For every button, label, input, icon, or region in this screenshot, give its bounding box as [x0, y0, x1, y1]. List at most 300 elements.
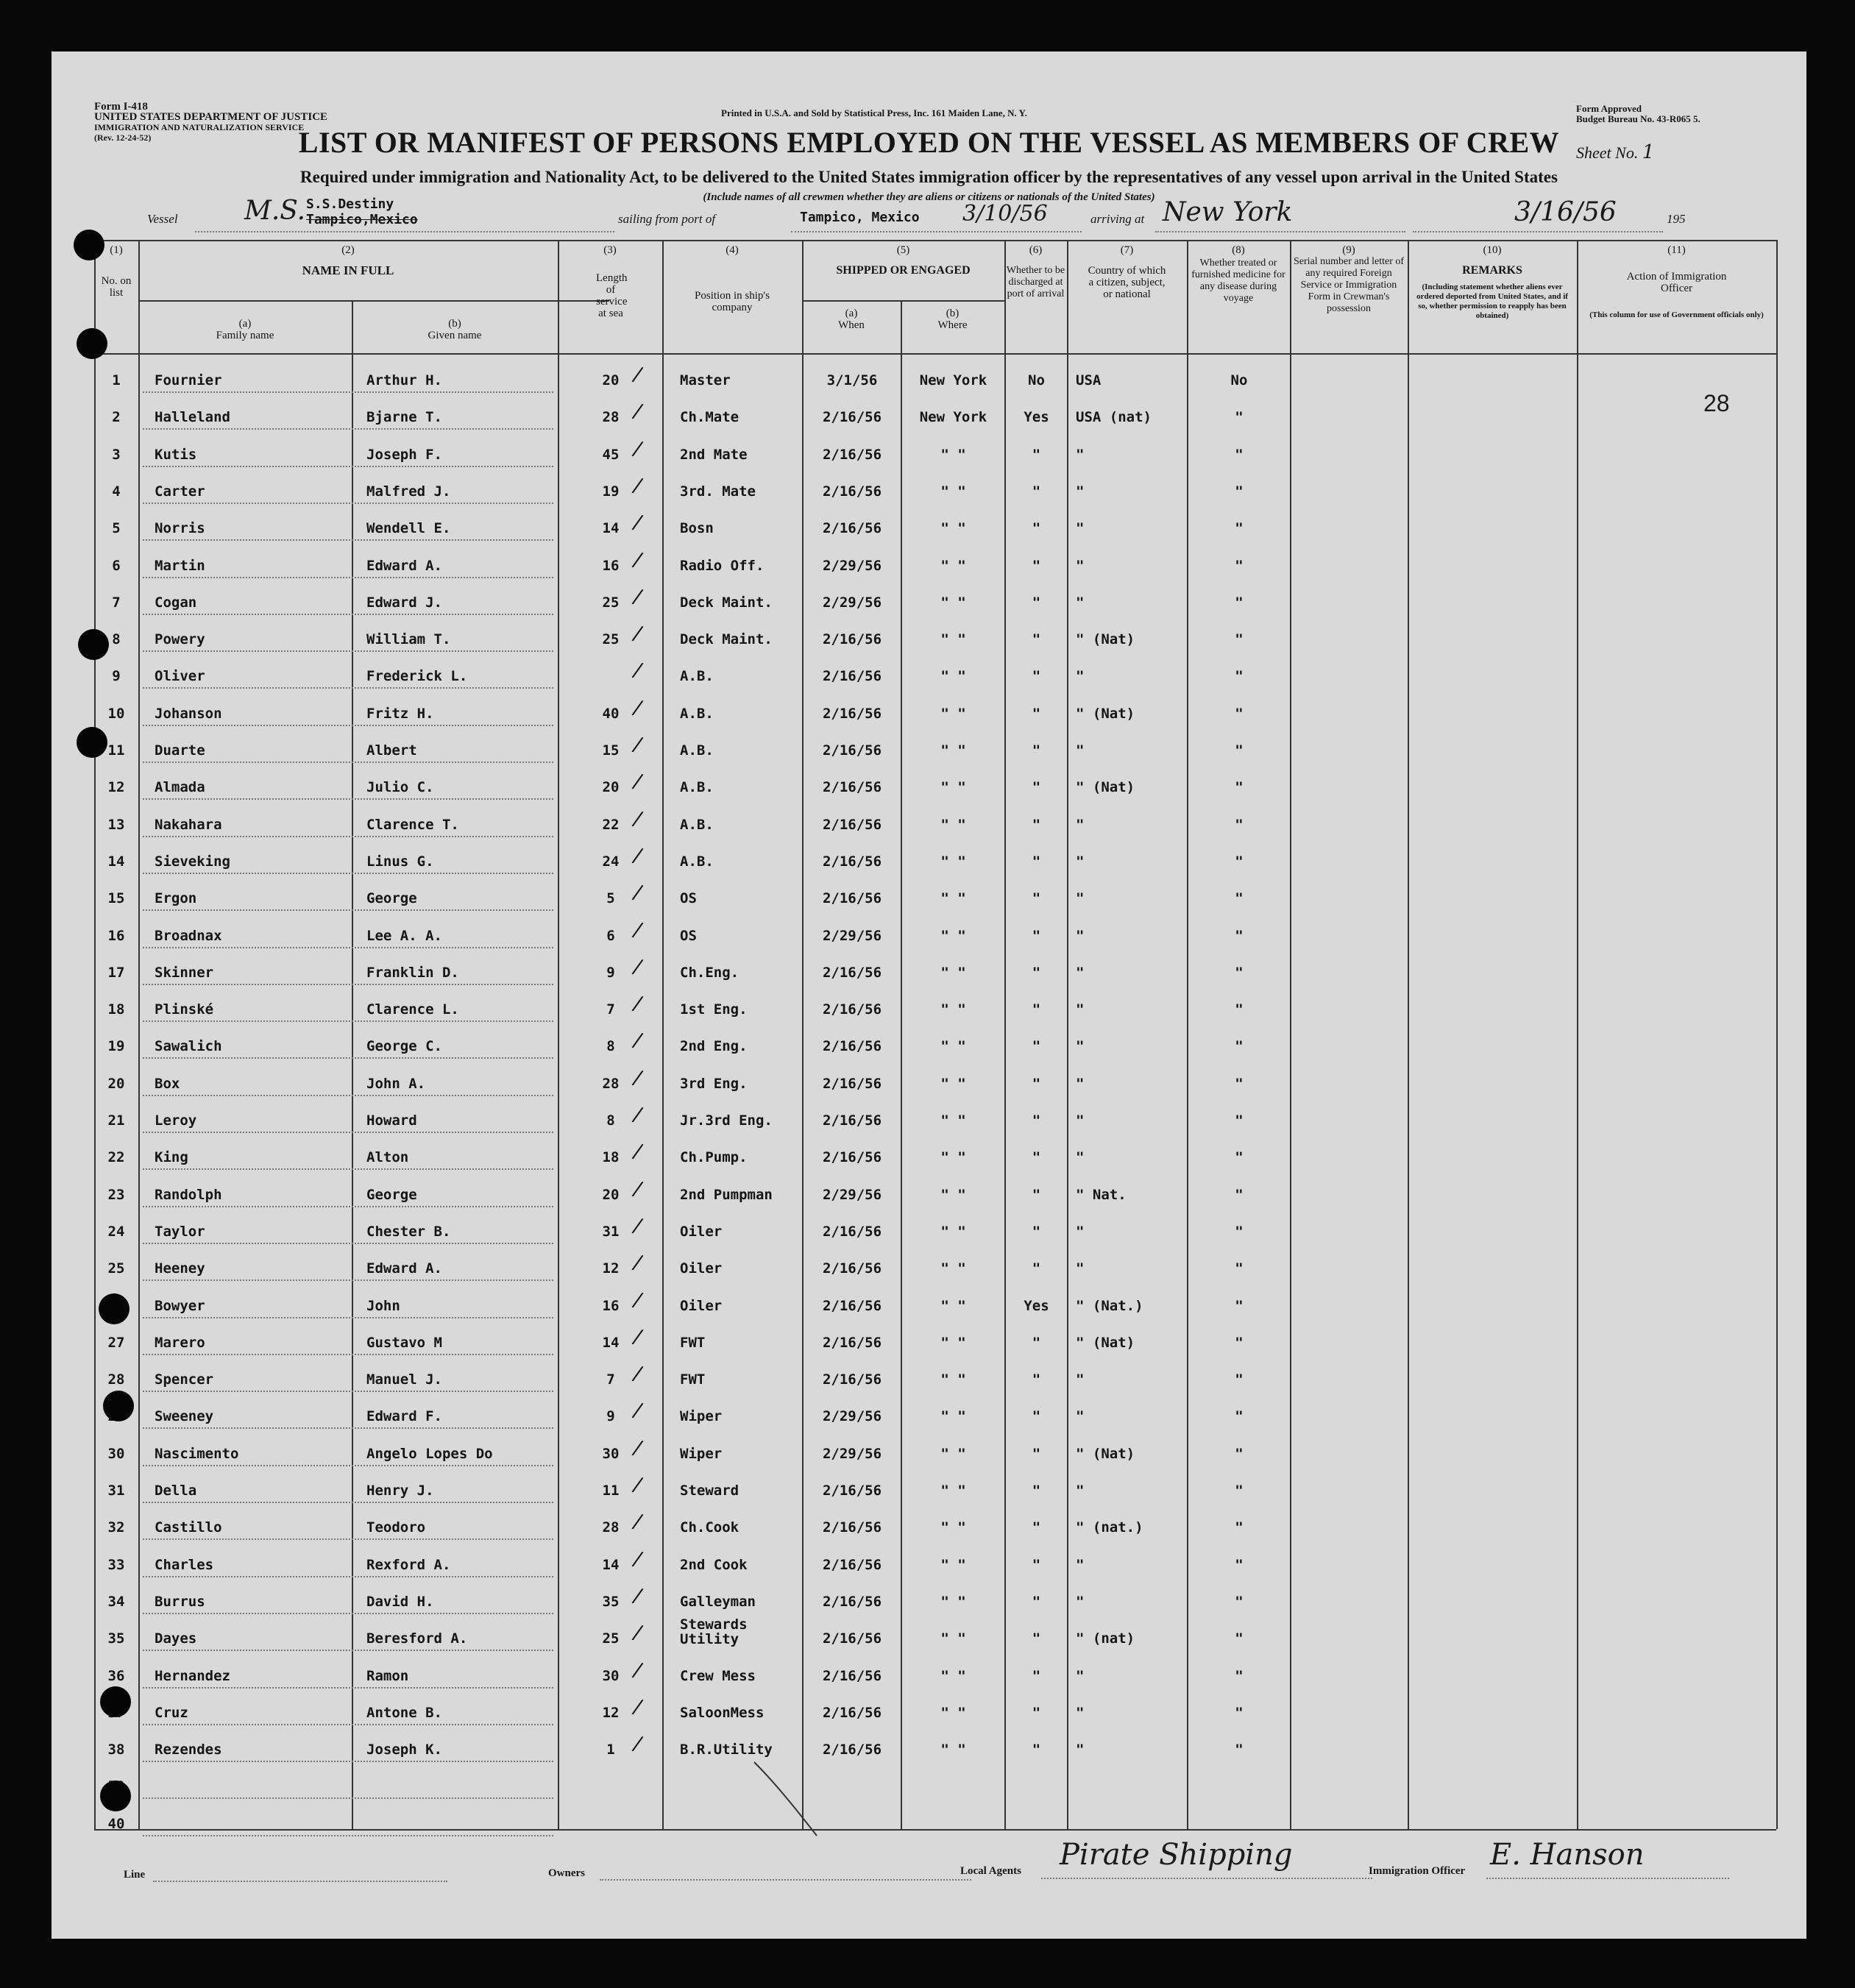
check-mark: / [631, 546, 645, 572]
row-number: 34 [107, 1593, 125, 1610]
ship-position: Master [680, 372, 731, 388]
col5-num: (5) [896, 244, 910, 256]
medicine-flag: " [1235, 1742, 1244, 1758]
department-name: UNITED STATES DEPARTMENT OF JUSTICE [94, 111, 328, 123]
punch-hole [74, 230, 104, 260]
citizenship: " (Nat) [1076, 779, 1135, 796]
given-name: Albert [366, 742, 417, 759]
family-name: Norris [155, 520, 205, 537]
col11-header: Action of Immigration Officer [1626, 271, 1727, 294]
page-subtitle: Required under immigration and Nationality Act, to be delivered to the United States immigration officer by the representatives of any vessel upon arrival in the United States [300, 168, 1558, 186]
service-years: 25 [602, 594, 620, 611]
discharged-flag: " [1032, 1223, 1041, 1240]
family-name: Fournier [155, 372, 222, 388]
medicine-flag: " [1235, 483, 1244, 500]
check-mark: / [631, 842, 645, 868]
shipped-when: 2/16/56 [822, 890, 882, 907]
service-years: 1 [606, 1742, 615, 1758]
row-number: 4 [112, 483, 121, 500]
border-left [94, 240, 96, 1829]
citizenship: " [1076, 853, 1085, 870]
ship-position: 1st Eng. [680, 1001, 748, 1018]
shipped-when: 2/16/56 [822, 1223, 882, 1240]
given-name: Joseph F. [366, 446, 442, 463]
shipped-where: " " [940, 890, 966, 907]
shipped-where: " " [940, 779, 966, 796]
family-name: Cruz [155, 1704, 188, 1721]
row-number: 13 [107, 816, 125, 833]
shipped-when: 2/29/56 [822, 557, 882, 574]
col5-header: SHIPPED OR ENGAGED [836, 264, 971, 277]
row-number: 6 [112, 557, 121, 574]
check-mark: / [631, 1730, 645, 1756]
arriving-dotline [1155, 231, 1405, 232]
row-dotline [143, 1761, 553, 1762]
shipped-when: 2/16/56 [822, 705, 882, 722]
ship-position: Ch.Cook [680, 1519, 739, 1536]
family-name: Della [155, 1483, 197, 1499]
shipped-when: 2/29/56 [822, 1445, 882, 1462]
row-number: 28 [107, 1371, 125, 1388]
row-number: 32 [107, 1519, 125, 1536]
punch-hole [99, 1293, 130, 1324]
service-years: 7 [606, 1371, 615, 1388]
discharged-flag: " [1032, 1445, 1041, 1462]
col4-header: Position in ship's company [695, 290, 770, 313]
row-number: 16 [107, 927, 125, 944]
family-name: Broadnax [155, 927, 222, 944]
check-mark: / [631, 768, 645, 794]
shipped-where: " " [940, 1186, 966, 1203]
service-years: 8 [606, 1038, 615, 1055]
check-mark: / [631, 1619, 645, 1645]
given-name: Clarence T. [366, 816, 459, 833]
service-years: 40 [602, 705, 620, 722]
discharged-flag: " [1032, 964, 1041, 981]
col3-header: Length of service at sea [596, 272, 628, 319]
family-name: Nascimento [155, 1445, 239, 1462]
ship-position: Bosn [680, 520, 714, 537]
row-number: 24 [107, 1223, 125, 1240]
row-dotline [143, 1391, 553, 1392]
discharged-flag: " [1032, 853, 1041, 870]
shipped-when: 2/16/56 [822, 1630, 882, 1647]
medicine-flag: " [1235, 1260, 1244, 1277]
col6-header: Whether to be discharged at port of arrival [1006, 265, 1065, 299]
service-years: 22 [602, 816, 620, 833]
discharged-flag: " [1032, 557, 1041, 574]
service-years: 5 [606, 890, 615, 907]
check-mark: / [631, 1472, 645, 1497]
check-mark: / [631, 1656, 645, 1683]
shipped-where: " " [940, 1593, 966, 1610]
col2b-header: Given name [428, 330, 482, 341]
service-years: 28 [602, 1075, 620, 1092]
medicine-flag: " [1235, 446, 1244, 463]
shipped-when: 2/16/56 [822, 1371, 882, 1388]
ship-position: Oiler [680, 1260, 723, 1277]
shipped-where: " " [940, 927, 966, 944]
medicine-flag: No [1230, 372, 1248, 388]
table-top-rule [94, 240, 1776, 241]
discharged-flag: " [1032, 1742, 1041, 1758]
ship-position: A.B. [680, 668, 714, 685]
check-mark: / [631, 1065, 645, 1090]
border-right [1776, 240, 1778, 1829]
shipped-where: " " [940, 1483, 966, 1499]
citizenship: " [1076, 1556, 1085, 1573]
given-name: Malfred J. [366, 483, 451, 500]
row-number: 21 [107, 1112, 125, 1129]
family-name: Taylor [155, 1223, 205, 1240]
citizenship: " [1076, 520, 1085, 537]
citizenship: " [1076, 1112, 1085, 1129]
family-name: Hernandez [155, 1667, 230, 1684]
ship-position: Wiper [680, 1408, 723, 1425]
discharged-flag: " [1032, 1038, 1041, 1055]
family-name: Powery [155, 631, 205, 648]
family-name: Carter [155, 483, 205, 500]
shipped-when: 2/16/56 [822, 1704, 882, 1721]
budget-bureau: Budget Bureau No. 43-R065 5. [1576, 113, 1700, 124]
discharged-flag: " [1032, 1667, 1041, 1684]
sailing-date: 3/10/56 [962, 201, 1048, 227]
service-years: 30 [602, 1445, 620, 1462]
shipped-when: 2/29/56 [822, 1408, 882, 1425]
given-name: David H. [366, 1593, 434, 1610]
ship-position: A.B. [680, 853, 714, 870]
row-dotline [143, 1465, 553, 1466]
row-dotline [143, 650, 553, 652]
row-dotline [143, 428, 553, 430]
discharged-flag: " [1032, 594, 1041, 611]
given-name: Rexford A. [366, 1556, 451, 1573]
discharged-flag: " [1032, 1630, 1041, 1647]
col2-header: NAME IN FULL [302, 263, 394, 277]
shipped-where: " " [940, 1445, 966, 1462]
divider-name-ab [352, 300, 353, 1829]
service-years: 15 [602, 742, 620, 759]
check-mark: / [631, 1397, 645, 1424]
discharged-flag: No [1028, 372, 1045, 388]
ship-position: Deck Maint. [680, 631, 773, 648]
ship-position: Ch.Eng. [680, 964, 739, 981]
divider-col4 [802, 240, 804, 1829]
divider-col1 [138, 240, 140, 1829]
family-name: Oliver [155, 668, 205, 685]
given-name: Alton [366, 1149, 409, 1166]
given-name: Edward A. [366, 1260, 442, 1277]
discharged-flag: " [1032, 1593, 1041, 1610]
given-name: Ramon [366, 1667, 409, 1684]
row-dotline [143, 1317, 553, 1318]
shipped-where: " " [940, 446, 966, 463]
punch-hole [77, 727, 107, 758]
citizenship: USA [1076, 372, 1102, 388]
service-years: 19 [602, 483, 620, 500]
col4-num: (4) [726, 244, 739, 256]
row-dotline [143, 836, 553, 837]
medicine-flag: " [1235, 779, 1244, 796]
table-bottom-rule [94, 1829, 1776, 1831]
ship-position: 2nd Eng. [680, 1038, 748, 1055]
ship-position: Radio Off. [680, 557, 765, 574]
medicine-flag: " [1235, 1038, 1244, 1055]
shipped-where: " " [940, 1112, 966, 1129]
citizenship: " (nat) [1076, 1630, 1135, 1647]
col2b-letter: (b) [448, 318, 461, 330]
family-name: Cogan [155, 594, 197, 611]
family-name: Castillo [155, 1519, 222, 1536]
row-dotline [143, 1687, 553, 1689]
service-years: 31 [602, 1223, 620, 1240]
service-years: 20 [602, 1186, 620, 1203]
medicine-flag: " [1235, 520, 1244, 537]
family-name: Sawalich [155, 1038, 222, 1055]
service-years: 30 [602, 1667, 620, 1684]
check-mark: / [631, 1213, 645, 1238]
medicine-flag: " [1235, 1483, 1244, 1499]
check-mark: / [631, 1286, 645, 1313]
col10-note: (Including statement whether aliens ever ordered deported from United States, and if so, whether permission to reapply has been obtained) [1416, 283, 1568, 320]
col9-num: (9) [1342, 244, 1355, 256]
col3-num: (3) [603, 244, 617, 256]
shipped-when: 2/16/56 [822, 1519, 882, 1536]
citizenship: " [1076, 1667, 1085, 1684]
row-number: 19 [107, 1038, 125, 1055]
sheet-number: 1 [1642, 141, 1655, 163]
given-name: Linus G. [366, 853, 434, 870]
ship-position: OS [680, 890, 697, 907]
given-name: Lee A. A. [366, 927, 442, 944]
service-years: 28 [602, 1519, 620, 1536]
check-mark: / [631, 695, 645, 720]
shipped-when: 2/16/56 [822, 779, 882, 796]
ship-position: B.R.Utility [680, 1742, 773, 1758]
medicine-flag: " [1235, 1519, 1244, 1536]
check-mark: / [631, 805, 645, 831]
printer-note: Printed in U.S.A. and Sold by Statistical Press, Inc. 161 Maiden Lane, N. Y. [721, 107, 1027, 118]
medicine-flag: " [1235, 1297, 1244, 1314]
shipped-when: 2/29/56 [822, 594, 882, 611]
citizenship: " [1076, 1704, 1085, 1721]
divider-col6 [1067, 240, 1068, 1829]
row-dotline [143, 614, 553, 615]
row-number: 9 [112, 668, 121, 685]
citizenship: " Nat. [1076, 1186, 1127, 1203]
vessel-dotline [195, 231, 614, 232]
row-dotline [143, 1354, 553, 1355]
citizenship: " (Nat) [1076, 631, 1135, 648]
divider-col10 [1577, 240, 1578, 1829]
arrival-date: 3/16/56 [1514, 197, 1617, 227]
row-number: 20 [107, 1075, 125, 1092]
family-name: Sweeney [155, 1408, 214, 1425]
row-dotline [143, 1797, 553, 1799]
family-name: Almada [155, 779, 205, 796]
row-number: 11 [107, 742, 125, 759]
ship-position: FWT [680, 1334, 706, 1351]
ship-position: A.B. [680, 742, 714, 759]
shipped-where: " " [940, 964, 966, 981]
row-number: 36 [107, 1667, 125, 1684]
row-dotline [143, 1168, 553, 1170]
discharged-flag: Yes [1024, 1297, 1049, 1314]
citizenship: " (Nat) [1076, 705, 1135, 722]
sailing-dotline [791, 231, 1082, 232]
shipped-where: " " [940, 1038, 966, 1055]
medicine-flag: " [1235, 1186, 1244, 1203]
shipped-where: " " [940, 1371, 966, 1388]
medicine-flag: " [1235, 1371, 1244, 1388]
ship-position: 3rd. Mate [680, 483, 756, 500]
medicine-flag: " [1235, 668, 1244, 685]
family-name: Randolph [155, 1186, 222, 1203]
medicine-flag: " [1235, 890, 1244, 907]
arriving-port: New York [1163, 197, 1293, 227]
check-mark: / [631, 1175, 645, 1201]
row-number: 3 [112, 446, 121, 463]
family-name: Ergon [155, 890, 197, 907]
col11-num: (11) [1667, 244, 1686, 256]
sailing-port: Tampico, Mexico [800, 210, 920, 225]
given-name: Wendell E. [366, 520, 451, 537]
shipped-where: " " [940, 668, 966, 685]
citizenship: " [1076, 594, 1085, 611]
agents-signature: Pirate Shipping [1060, 1838, 1293, 1872]
given-name: William T. [366, 631, 451, 648]
family-name: Marero [155, 1334, 205, 1351]
row-dotline [143, 1020, 553, 1022]
family-name: Martin [155, 557, 205, 574]
medicine-flag: " [1235, 631, 1244, 648]
service-years: 9 [606, 964, 615, 981]
shipped-when: 2/16/56 [822, 409, 882, 426]
row-number: 33 [107, 1556, 125, 1573]
row-dotline [143, 391, 553, 393]
given-name: Edward F. [366, 1408, 442, 1425]
family-name: Sieveking [155, 853, 230, 870]
service-years: 9 [606, 1408, 615, 1425]
shipped-where: " " [940, 1742, 966, 1758]
given-name: George [366, 890, 417, 907]
col10-header: REMARKS [1462, 264, 1522, 277]
col1-num: (1) [110, 244, 123, 256]
shipped-where: " " [940, 631, 966, 648]
col2a-letter: (a) [238, 318, 252, 330]
check-mark: / [631, 731, 645, 757]
row-dotline [143, 1095, 553, 1096]
shipped-where: " " [940, 1519, 966, 1536]
citizenship: " [1076, 446, 1085, 463]
shipped-when: 2/16/56 [822, 742, 882, 759]
row-dotline [143, 873, 553, 874]
service-years: 16 [602, 557, 620, 574]
col9-header: Serial number and letter of any required Foreign Service or Immigration Form in Crewman's possession [1293, 256, 1405, 314]
page-title: LIST OR MANIFEST OF PERSONS EMPLOYED ON THE VESSEL AS MEMBERS OF CREW [298, 126, 1560, 159]
col5a-letter: (a) [845, 308, 858, 319]
discharged-flag: " [1032, 1260, 1041, 1277]
row-number: 5 [112, 520, 121, 537]
medicine-flag: " [1235, 409, 1244, 426]
check-mark: / [631, 990, 645, 1016]
service-years: 12 [602, 1704, 620, 1721]
officer-signature: E. Hanson [1490, 1838, 1645, 1872]
row-dotline [143, 1502, 553, 1503]
shipped-subheader-rule [802, 300, 1004, 302]
page-subnote: (Include names of all crewmen whether they are aliens or citizens or nationals of the United States) [703, 191, 1155, 203]
given-name: Gustavo M [366, 1334, 442, 1351]
given-name: Howard [366, 1112, 417, 1129]
shipped-when: 2/16/56 [822, 1593, 882, 1610]
given-name: Franklin D. [366, 964, 459, 981]
col2-num: (2) [341, 244, 355, 256]
family-name: Box [155, 1075, 180, 1092]
check-mark: / [631, 1435, 645, 1460]
service-name: IMMIGRATION AND NATURALIZATION SERVICE [94, 122, 305, 132]
shipped-when: 2/16/56 [822, 1038, 882, 1055]
vessel-name: S.S.Destiny [306, 196, 394, 212]
row-number: 10 [107, 705, 125, 722]
medicine-flag: " [1235, 853, 1244, 870]
family-name: Bowyer [155, 1297, 205, 1314]
shipped-when: 2/16/56 [822, 1149, 882, 1166]
medicine-flag: " [1235, 1704, 1244, 1721]
row-number: 12 [107, 779, 125, 796]
col10-num: (10) [1483, 244, 1502, 256]
medicine-flag: " [1235, 1149, 1244, 1166]
row-dotline [143, 909, 553, 911]
col8-num: (8) [1232, 244, 1245, 256]
shipped-where: " " [940, 705, 966, 722]
arriving-label: arriving at [1090, 212, 1145, 226]
check-mark: / [631, 1249, 645, 1275]
officer-dotline [1486, 1878, 1729, 1879]
given-name: Edward A. [366, 557, 442, 574]
shipped-where: " " [940, 1223, 966, 1240]
given-name: Angelo Lopes Do [366, 1445, 493, 1462]
table-header-rule [94, 353, 1776, 355]
vessel-label: Vessel [147, 212, 178, 226]
given-name: John A. [366, 1075, 426, 1092]
citizenship: " (nat.) [1076, 1519, 1143, 1536]
shipped-where: " " [940, 1260, 966, 1277]
family-name: Nakahara [155, 816, 222, 833]
check-mark: / [631, 1508, 645, 1534]
medicine-flag: " [1235, 1630, 1244, 1647]
citizenship: " [1076, 1371, 1085, 1388]
row-number: 38 [107, 1742, 125, 1758]
service-years: 35 [602, 1593, 620, 1610]
family-name: Halleland [155, 409, 230, 426]
service-years: 14 [602, 1334, 620, 1351]
ship-position: 2nd Pumpman [680, 1186, 773, 1203]
ship-position: Oiler [680, 1223, 723, 1240]
agents-dotline [1041, 1878, 1372, 1879]
shipped-when: 2/16/56 [822, 520, 882, 537]
divider-col8 [1290, 240, 1291, 1829]
shipped-when: 2/16/56 [822, 446, 882, 463]
shipped-when: 2/16/56 [822, 1334, 882, 1351]
check-mark: / [631, 620, 645, 646]
service-years: 16 [602, 1297, 620, 1314]
year-suffix: 195 [1667, 212, 1686, 226]
discharged-flag: " [1032, 1704, 1041, 1721]
citizenship: " [1076, 816, 1085, 833]
divider-col3 [662, 240, 664, 1829]
service-years: 25 [602, 631, 620, 648]
shipped-when: 2/16/56 [822, 631, 882, 648]
